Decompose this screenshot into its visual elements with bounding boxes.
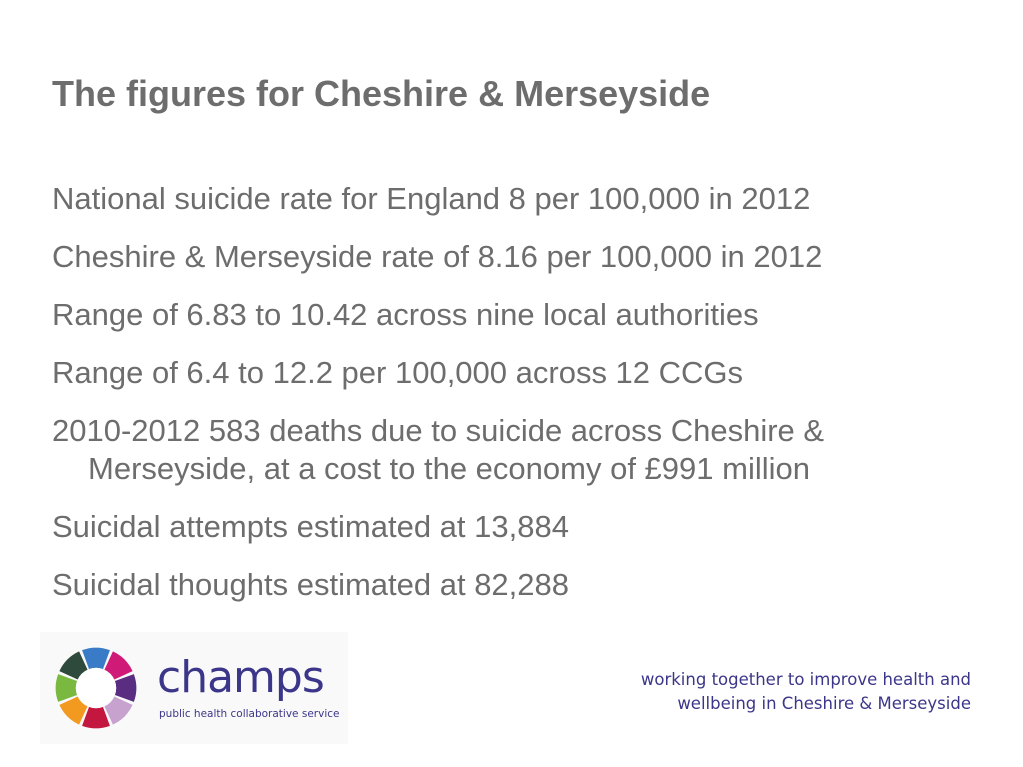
- bullet-list: [52, 180, 982, 624]
- tagline-line-2: wellbeing in Cheshire & Merseyside: [677, 694, 971, 713]
- ring-segment: [82, 707, 110, 728]
- bullet-item: Cheshire & Merseyside rate of 8.16 per 100,000 in 2012: [52, 239, 823, 274]
- bullet-item: Range of 6.83 to 10.42 across nine local authorities: [52, 297, 759, 332]
- slide-title: The figures for Cheshire & Merseyside: [52, 73, 711, 114]
- ring-segment: [56, 674, 77, 702]
- champs-ring-icon: [54, 646, 138, 730]
- bullet-item: Suicidal attempts estimated at 13,884: [52, 509, 569, 544]
- logo-subtitle: public health collaborative service: [159, 708, 340, 720]
- bullet-item: Suicidal thoughts estimated at 82,288: [52, 567, 570, 602]
- ring-segment: [82, 648, 110, 669]
- footer-tagline: [641, 668, 971, 716]
- logo-wordmark: champs: [157, 652, 324, 703]
- tagline-line-1: working together to improve health and: [640, 670, 971, 689]
- champs-logo: [40, 632, 348, 744]
- ring-segment: [115, 674, 136, 702]
- bullet-item: 2010-2012 583 deaths due to suicide across Cheshire & Merseyside, at a cost to the economy of £991 million: [52, 413, 825, 486]
- bullet-item: National suicide rate for England 8 per 100,000 in 2012: [52, 181, 811, 216]
- bullet-item: Range of 6.4 to 12.2 per 100,000 across 12 CCGs: [52, 355, 744, 390]
